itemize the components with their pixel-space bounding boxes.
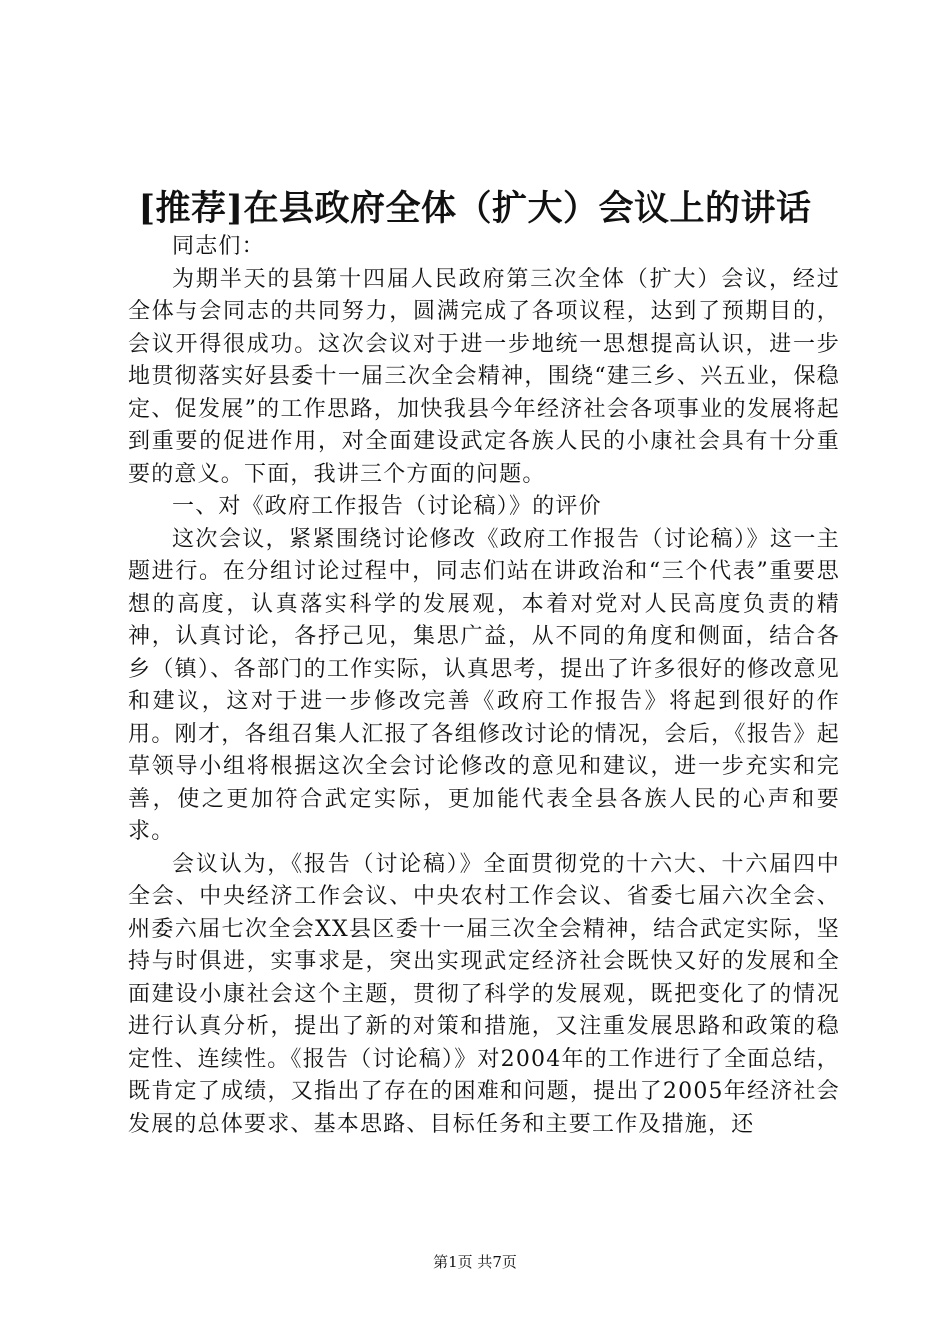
- section-paragraph: 这次会议，紧紧围绕讨论修改《政府工作报告（讨论稿）》这一主题进行。在分组讨论过程中，同志们站在讲政治和“三个代表”重要思想的高度，认真落实科学的发展观，本着对党对人民高度负责的精神，认真讨论，各抒己见，集思广益，从不同的角度和侧面，结合各乡（镇）、各部门的工作实际，认真思考，提出了许多很好的修改意见和建议，这对于进一步修改完善《政府工作报告》将起到很好的作用。刚才，各组召集人汇报了各组修改讨论的情况，会后，《报告》起草领导小组将根据这次全会讨论修改的意见和建议，进一步充实和完善，使之更加符合武定实际，更加能代表全县各族人民的心声和要求。: [128, 526, 840, 844]
- document-body: [128, 231, 840, 1141]
- page-number-footer: 第1页 共7页: [433, 1253, 517, 1271]
- section-paragraph: 会议认为，《报告（讨论稿）》全面贯彻党的十六大、十六届四中全会、中央经济工作会议、中央农村工作会议、省委七届六次全会、州委六届七次全会XX县区委十一届三次全会精神，结合武定实际，坚持与时俱进，实事求是，突出实现武定经济社会既快又好的发展和全面建设小康社会这个主题，贯彻了科学的发展观，既把变化了的情况进行认真分析，提出了新的对策和措施，又注重发展思路和政策的稳定性、连续性。《报告（讨论稿）》对2004年的工作进行了全面总结，既肯定了成绩，又指出了存在的困难和问题，提出了2005年经济社会发展的总体要求、基本思路、目标任务和主要工作及措施，还: [128, 851, 840, 1137]
- section-heading: 一、对《政府工作报告（讨论稿）》的评价: [172, 494, 602, 519]
- paragraph-intro: 为期半天的县第十四届人民政府第三次全体（扩大）会议，经过全体与会同志的共同努力，圆满完成了各项议程，达到了预期目的，会议开得很成功。这次会议对于进一步地统一思想提高认识，进一步地贯彻落实好县委十一届三次全会精神，围绕“建三乡、兴五业，保稳定、促发展”的工作思路，加快我县今年经济社会各项事业的发展将起到重要的促进作用，对全面建设武定各族人民的小康社会具有十分重要的意义。下面，我讲三个方面的问题。: [128, 266, 840, 487]
- document-title: [推荐]在县政府全体（扩大）会议上的讲话: [138, 188, 812, 229]
- greeting: 同志们：: [172, 234, 265, 259]
